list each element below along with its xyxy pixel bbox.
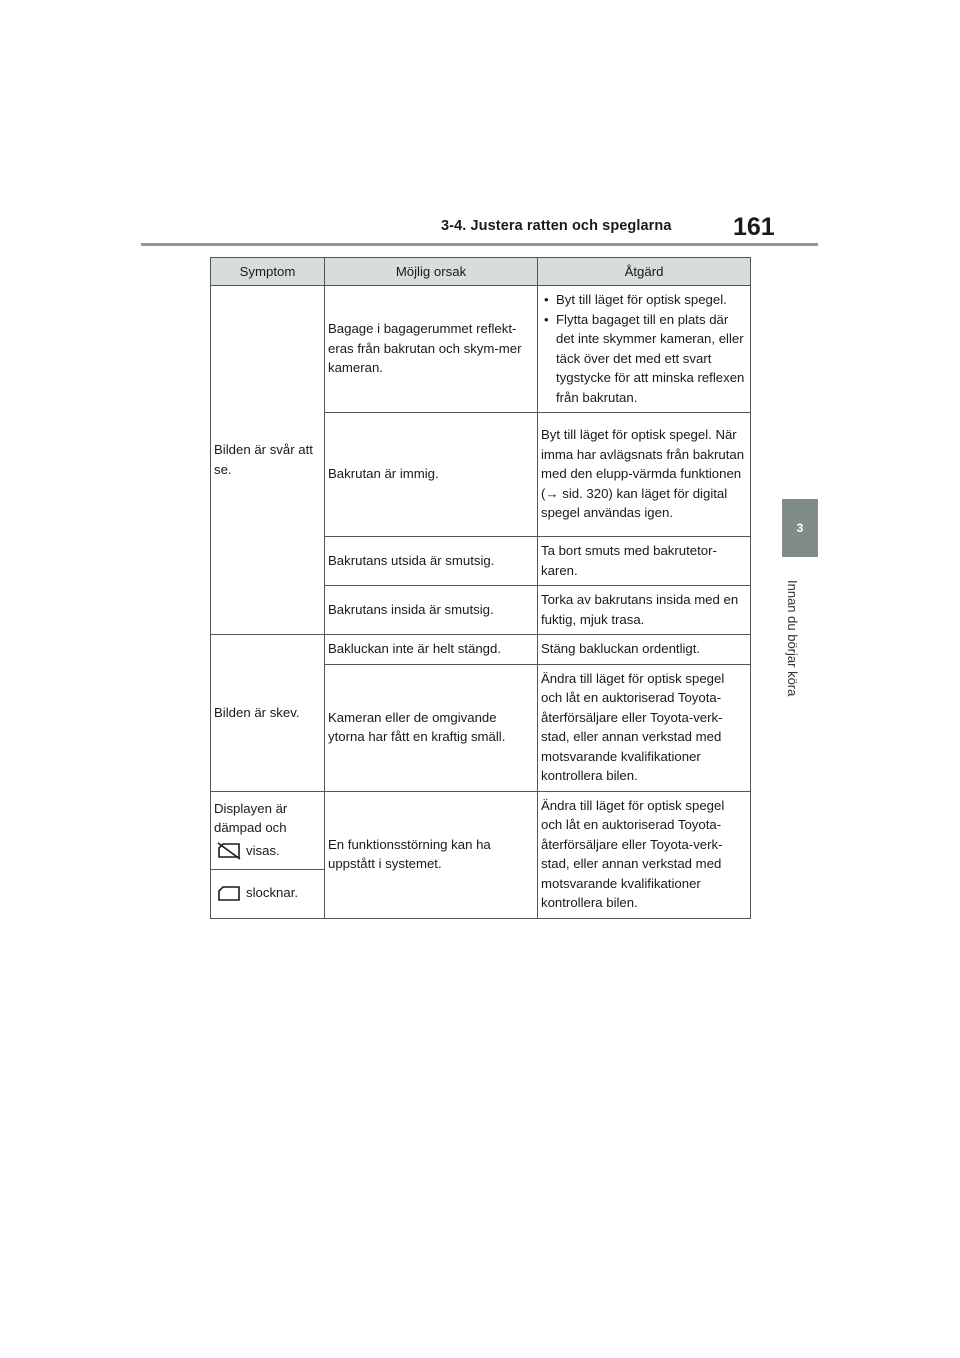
cause-cell: Bagage i bagagerummet reflekt-eras från bakrutan och skym-mer kameran. (325, 286, 538, 413)
list-item: • Flytta bagaget till en plats där det inte skymmer kameran, eller täck över det med ett svart tygstycke för att minska reflexen från bakrutan. (541, 310, 747, 408)
action-cell (538, 286, 751, 413)
symptom-cell (211, 869, 325, 918)
symptom-text: Displayen är dämpad och (214, 800, 288, 836)
symptom-suffix: slocknar. (246, 885, 299, 901)
header-divider (141, 243, 818, 246)
header-cause: Möjlig orsak (325, 258, 538, 286)
action-cell: Torka av bakrutans insida med en fuktig, mjuk trasa. (538, 586, 751, 635)
table-row (211, 635, 751, 665)
action-cell: Ändra till läget för optisk spegel och låt en auktoriserad Toyota-återförsäljare eller Toyota-verk-stad, eller annan verkstad med motsvarande kvalifikationer kontrollera bilen. (538, 791, 751, 918)
symptom-cell (211, 791, 325, 869)
page-number: 161 (733, 213, 775, 241)
cause-cell: Bakrutan är immig. (325, 413, 538, 537)
digital-mirror-warning-icon (216, 842, 242, 860)
symptom-cell: Bilden är svår att se. (211, 286, 325, 635)
cause-cell: Bakrutans utsida är smutsig. (325, 537, 538, 586)
symptom-suffix: visas. (246, 842, 280, 858)
cause-cell: Kameran eller de omgivande ytorna har fått en kraftig smäll. (325, 664, 538, 791)
action-cell: Ta bort smuts med bakrutetor-karen. (538, 537, 751, 586)
table-row (211, 791, 751, 869)
cause-cell: Bakluckan inte är helt stängd. (325, 635, 538, 665)
chapter-tab (782, 499, 818, 557)
chapter-number: 3 (796, 521, 804, 535)
digital-mirror-icon (216, 885, 242, 903)
section-title: 3-4. Justera ratten och speglarna (441, 218, 672, 234)
header-symptom: Symptom (211, 258, 325, 286)
chapter-title: Innan du börjar köra (785, 580, 800, 697)
symptom-cell: Bilden är skev. (211, 635, 325, 792)
header-action: Åtgärd (538, 258, 751, 286)
troubleshooting-table (210, 257, 751, 919)
action-cell: Byt till läget för optisk spegel. När imma har avlägsnats från bakrutan med den elupp-värmda funktionen (→ sid. 320) kan läget för digital spegel användas igen. (538, 413, 751, 537)
list-item: • Byt till läget för optisk spegel. (541, 290, 747, 310)
table-row (211, 286, 751, 413)
cause-cell: En funktionsstörning kan ha uppstått i systemet. (325, 791, 538, 918)
cause-cell: Bakrutans insida är smutsig. (325, 586, 538, 635)
action-cell: Stäng bakluckan ordentligt. (538, 635, 751, 665)
action-cell: Ändra till läget för optisk spegel och låt en auktoriserad Toyota-återförsäljare eller Toyota-verk-stad, eller annan verkstad med motsvarande kvalifikationer kontrollera bilen. (538, 664, 751, 791)
table-header-row (211, 258, 751, 286)
